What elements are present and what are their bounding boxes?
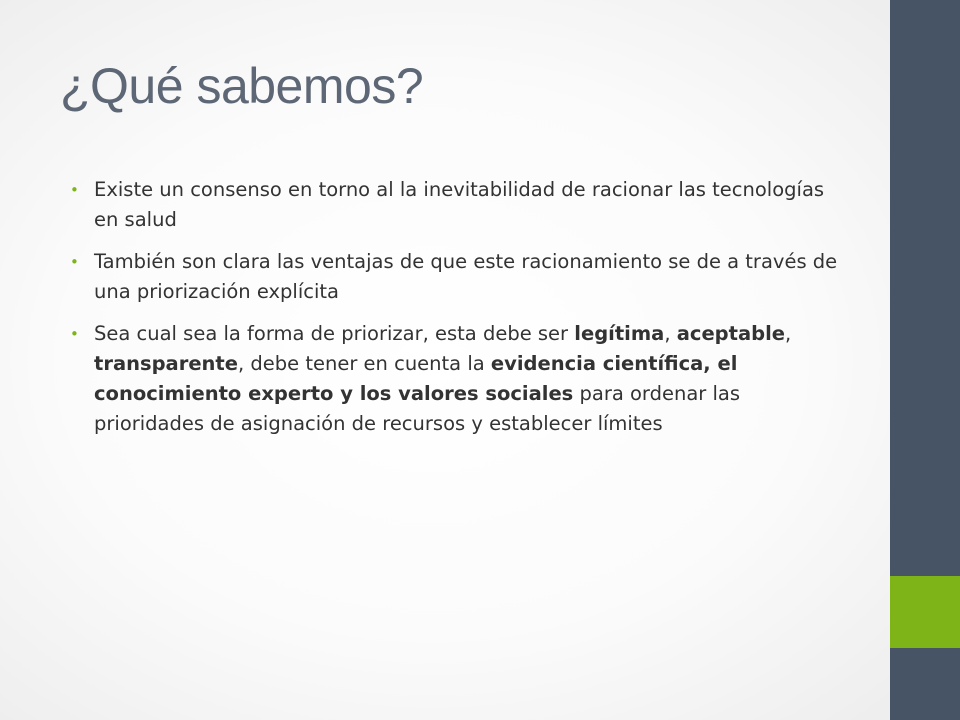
bullet-text-segment: , xyxy=(784,322,792,345)
bullet-item xyxy=(70,247,840,307)
bullet-icon: • xyxy=(70,325,79,343)
bullet-text-segment: , debe tener en cuenta la xyxy=(237,352,491,375)
bullet-item xyxy=(70,319,840,439)
bullet-text-segment: Sea cual sea la forma de priorizar, esta debe ser xyxy=(94,322,575,345)
bullet-icon: • xyxy=(70,181,79,199)
bold-term-aceptable: aceptable xyxy=(676,322,785,345)
bold-term-legitima: legítima xyxy=(574,322,665,345)
bullet-list xyxy=(70,175,840,451)
bullet-text: Existe un consenso en torno al la inevitabilidad de racionar las tecnologías en salud xyxy=(94,178,825,231)
bullet-item xyxy=(70,175,840,235)
bullet-text-segment: para ordenar las prioridades de asignación de recursos y establecer límites xyxy=(94,382,741,435)
bold-term-evidencia: evidencia científica, el conocimiento experto y los valores sociales xyxy=(94,352,738,405)
bullet-text-segment: , xyxy=(664,322,677,345)
bullet-text: También son clara las ventajas de que este racionamiento se de a través de una priorización explícita xyxy=(94,250,838,303)
slide-title: ¿Qué sabemos? xyxy=(60,58,424,114)
bullet-text xyxy=(94,322,791,435)
bullet-icon: • xyxy=(70,253,79,271)
accent-block xyxy=(890,576,960,648)
bold-term-transparente: transparente xyxy=(94,352,238,375)
